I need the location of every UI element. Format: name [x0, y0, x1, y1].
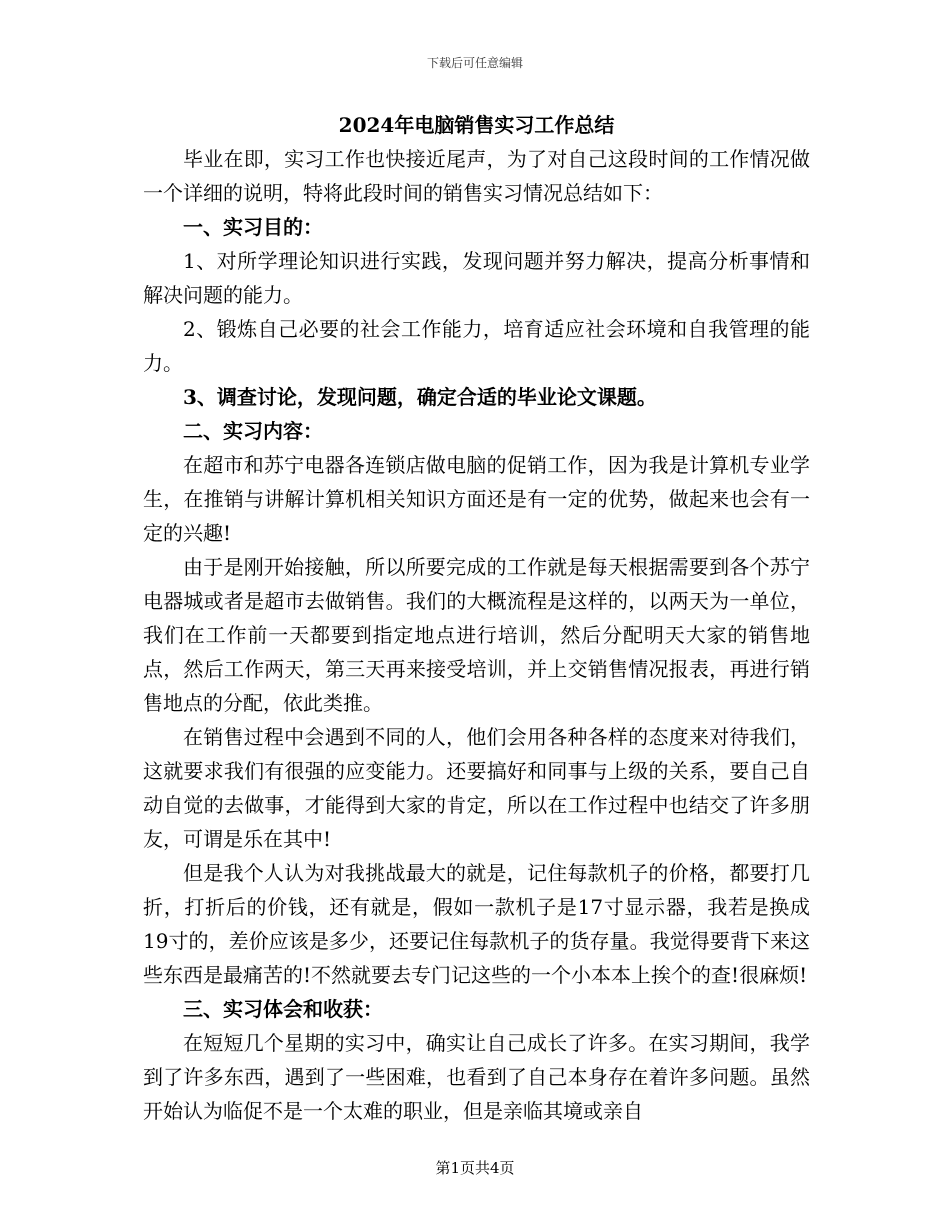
paragraph-content-4: 但是我个人认为对我挑战最大的就是，记住每款机子的价格，都要打几折，打折后的价钱，还有就是，假如一款机子是17寸显示器，我若是换成19寸的，差价应该是多少，还要记住每款机子的货存量。我觉得要背下来这些东西是最痛苦的!不然就要去专门记这些的一个小本本上挨个的查!很麻烦! — [143, 861, 810, 987]
paragraph-purpose-1: 1、对所学理论知识进行实践，发现问题并努力解决，提高分析事情和解决问题的能力。 — [143, 249, 810, 307]
section-heading-content: 二、实习内容： — [183, 419, 323, 443]
paragraph-experience-1: 在短短几个星期的实习中，确实让自己成长了许多。在实习期间，我学到了许多东西，遇到了一些困难，也看到了自己本身存在着许多问题。虽然开始认为临促不是一个太难的职业，但是亲临其境或亲自 — [143, 1031, 810, 1123]
header-note: 下载后可任意编辑 — [426, 56, 523, 70]
paragraph-content-3: 在销售过程中会遇到不同的人，他们会用各种各样的态度来对待我们，这就要求我们有很强的应变能力。还要搞好和同事与上级的关系，要自己自动自觉的去做事，才能得到大家的肯定，所以在工作过程中也结交了许多朋友，可谓是乐在其中! — [143, 725, 810, 851]
paragraph-intro: 毕业在即，实习工作也快接近尾声，为了对自己这段时间的工作情况做一个详细的说明，特将此段时间的销售实习情况总结如下： — [143, 147, 810, 205]
document-body — [143, 108, 810, 1128]
paragraph-content-1: 在超市和苏宁电器各连锁店做电脑的促销工作，因为我是计算机专业学生，在推销与讲解计算机相关知识方面还是有一定的优势，做起来也会有一定的兴趣! — [143, 453, 810, 545]
paragraph-content-2: 由于是刚开始接触，所以所要完成的工作就是每天根据需要到各个苏宁电器城或者是超市去做销售。我们的大概流程是这样的，以两天为一单位，我们在工作前一天都要到指定地点进行培训，然后分配明天大家的销售地点，然后工作两天，第三天再来接受培训，并上交销售情况报表，再进行销售地点的分配，依此类推。 — [143, 555, 810, 715]
document-title: 2024年电脑销售实习工作总结 — [338, 113, 615, 137]
page-indicator: 第1页共4页 — [435, 1159, 515, 1177]
paragraph-purpose-2: 2、锻炼自己必要的社会工作能力，培育适应社会环境和自我管理的能力。 — [143, 317, 810, 375]
paragraph-purpose-3: 3、调查讨论，发现问题，确定合适的毕业论文课题。 — [183, 385, 657, 409]
section-heading-experience: 三、实习体会和收获： — [183, 997, 383, 1021]
section-heading-purpose: 一、实习目的： — [183, 215, 323, 239]
